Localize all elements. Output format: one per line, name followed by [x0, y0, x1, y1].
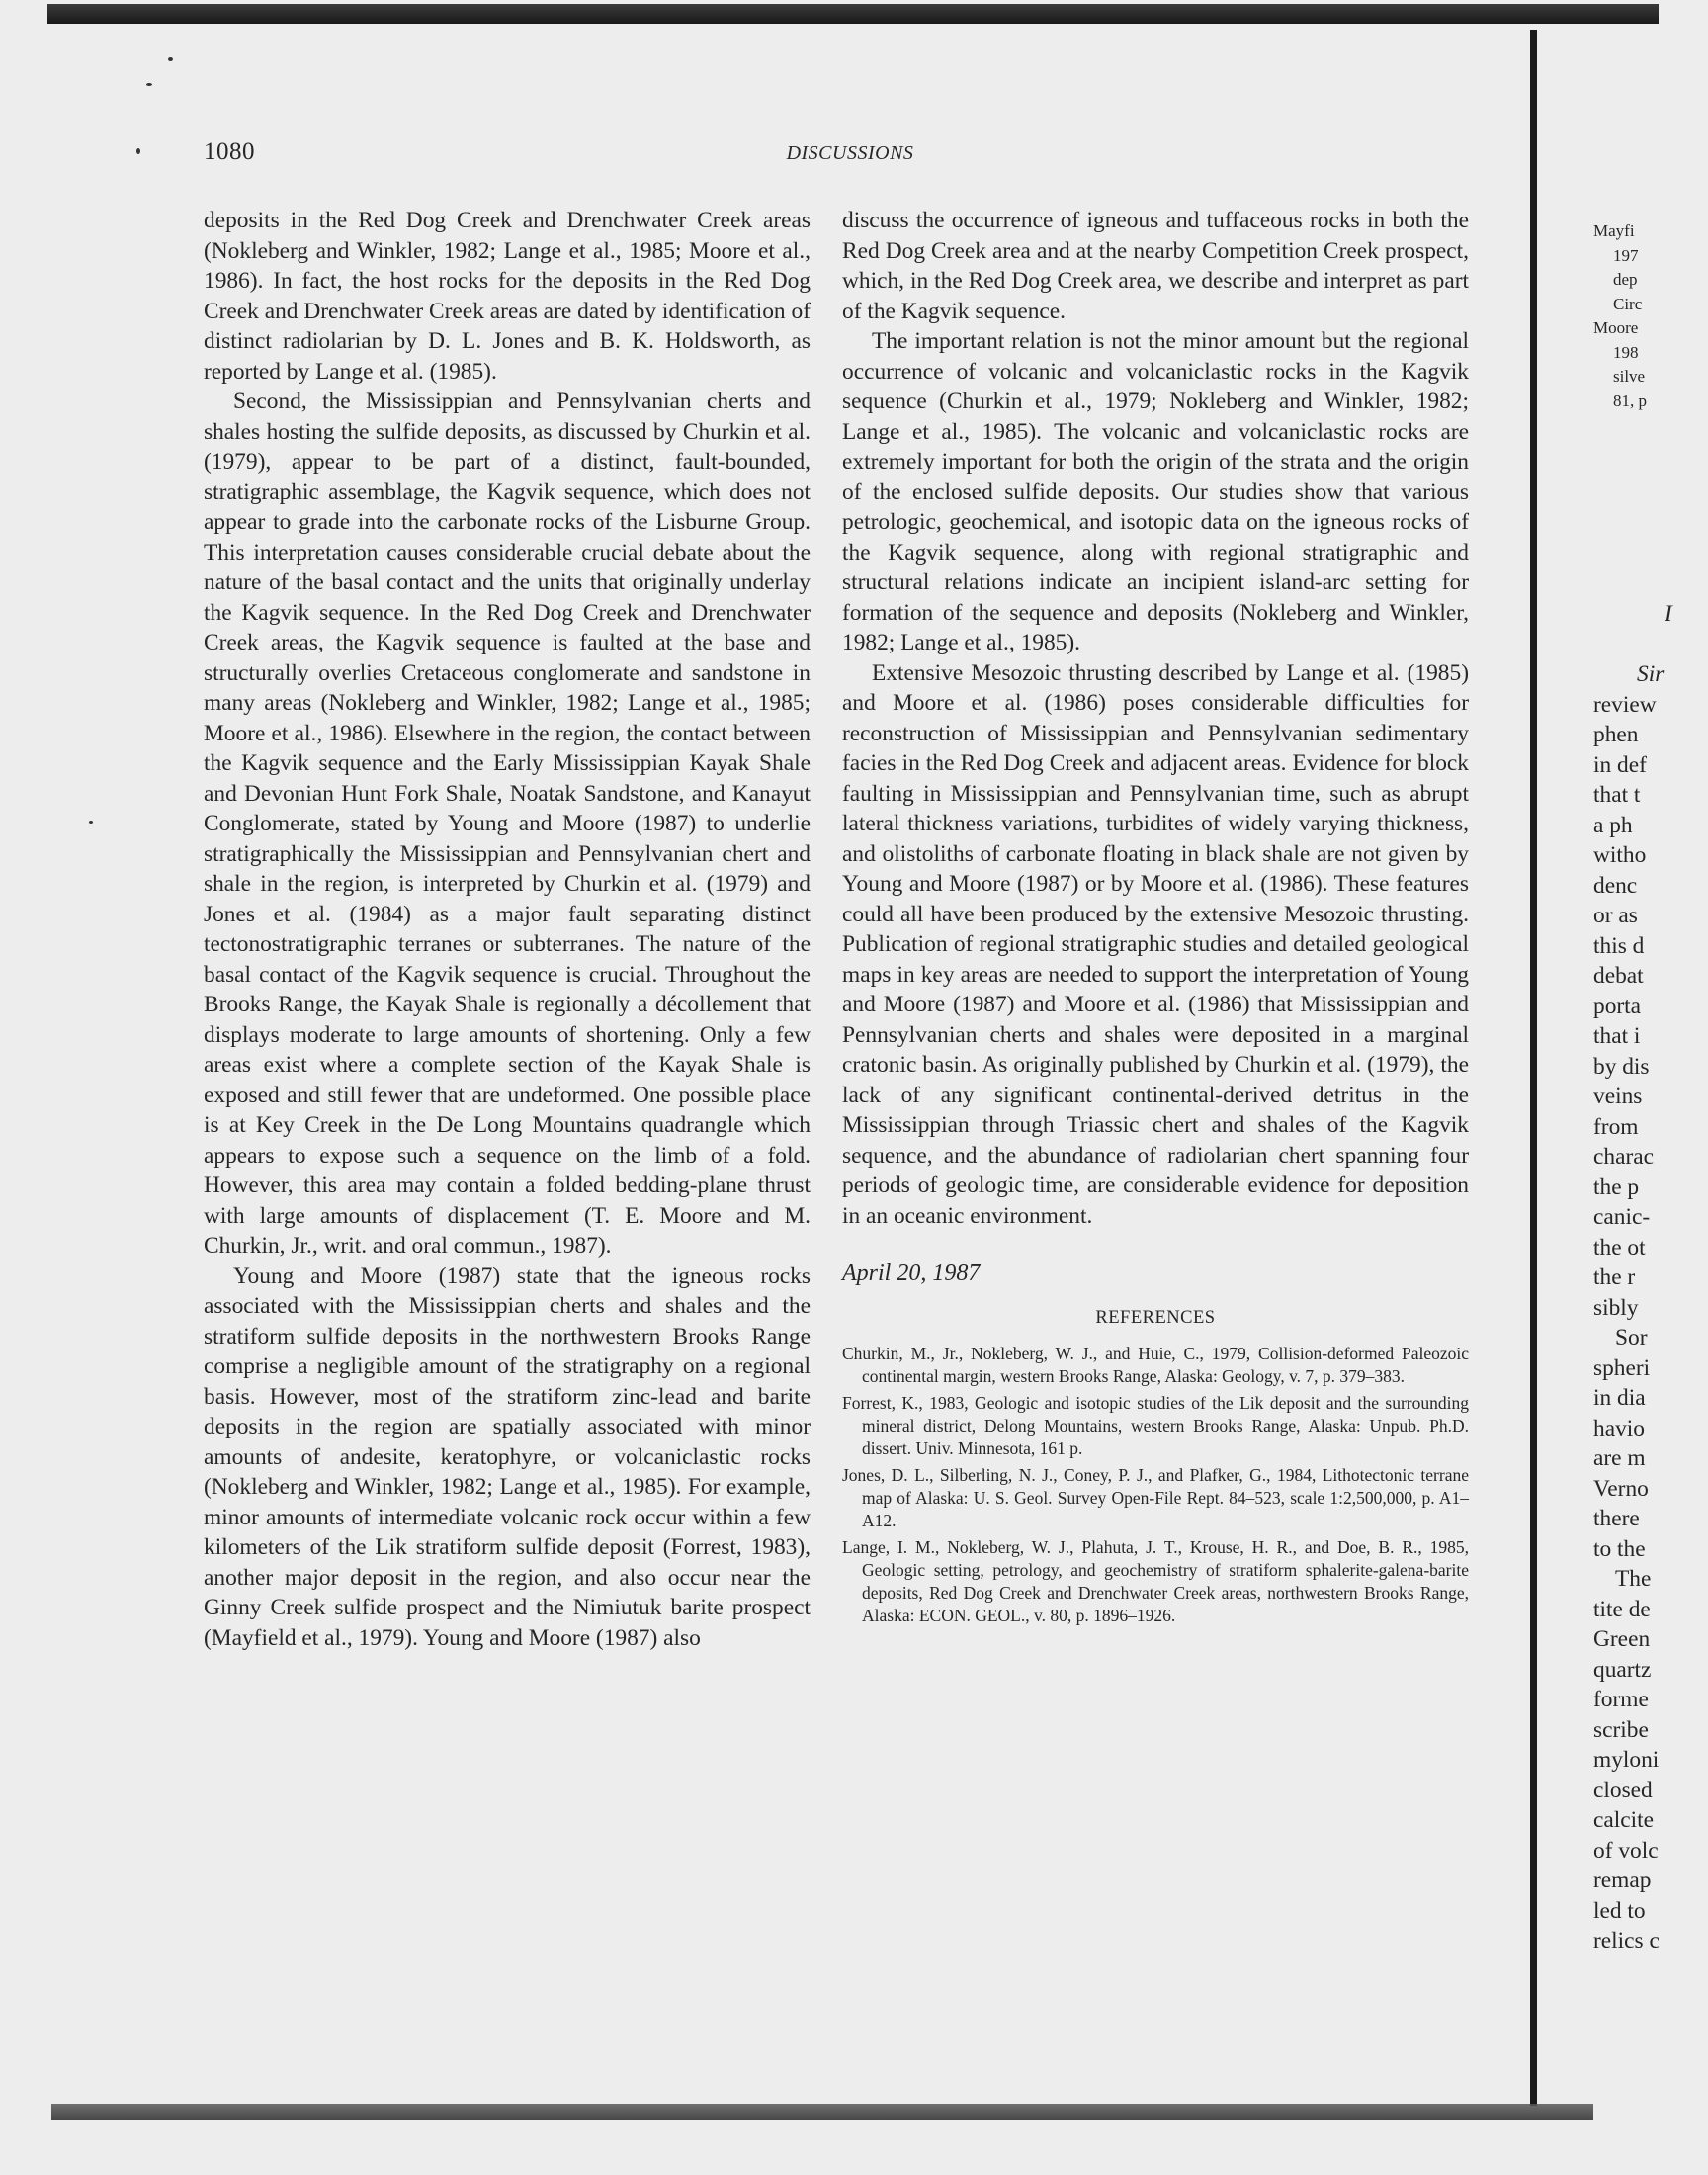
body-paragraph: discuss the occurrence of igneous and tuffaceous rocks in both the Red Dog Creek area and at the nearby Competition Creek prospect, which, in the Red Dog Creek area, we describe and interpret as part of the Kagvik sequence.: [842, 208, 1469, 324]
facing-page-fragment: sibly: [1593, 1294, 1639, 1321]
facing-page-fragment: or as: [1593, 903, 1638, 928]
facing-page-fragment: there: [1593, 1506, 1640, 1531]
body-paragraph: Second, the Mississippian and Pennsylvanian cherts and shales hosting the sulfide deposits, as discussed by Churkin et al. (1979), appear to be part of a distinct, fault-bounded, stratigraphic assemblage, the Kagvik sequence, which does not appear to grade into the carbonate rocks of the Lisburne Group. This interpretation causes considerable crucial debate about the nature of the basal contact and the units that originally underlay the Kagvik sequence. In the Red Dog Creek and Drenchwater Creek areas, the Kagvik sequence is faulted at the base and structurally overlies Cretaceous conglomerate and sandstone in many areas (Nokleberg and Winkler, 1982; Lange et al., 1985; Moore et al., 1986). Elsewhere in the region, the contact between the Kagvik sequence and the Early Mississippian Kayak Shale and Devonian Hunt Fork Shale, Noatak Sandstone, and Kanayut Conglomerate, stated by Young and Moore (1987) to underlie stratigraphically the Mississippian and Pennsylvanian chert and shale in the region, is interpreted by Churkin et al. (1979) and Jones et al. (1984) as a major fault separating distinct tectonostratigraphic terranes or subterranes. The nature of the basal contact of the Kagvik sequence is crucial. Throughout the Brooks Range, the Kayak Shale is regionally a décollement that displays moderate to large amounts of shortening. Only a few areas exist where a complete section of the Kayak Shale is exposed and still fewer that are undeformed. One possible place is at Key Creek in the De Long Mountains quadrangle which appears to expose such a sequence on the limb of a fold. However, this area may contain a folded bedding-plane thrust with large amounts of displacement (T. E. Moore and M. Churkin, Jr., writ. and oral commun., 1987).: [204, 389, 811, 1259]
submission-date: April 20, 1987: [842, 1261, 981, 1286]
facing-page-fragment: Green: [1593, 1626, 1651, 1652]
facing-page-fragment: phen: [1593, 722, 1639, 747]
facing-page-fragment: Sir: [1637, 661, 1665, 687]
facing-page-fragment: havio: [1593, 1415, 1645, 1441]
facing-page-fragment: that t: [1593, 782, 1641, 808]
facing-page-fragment: 81, p: [1613, 391, 1647, 410]
scan-speck: [146, 83, 152, 86]
right-column: [842, 206, 1469, 1631]
reference-entry: Churkin, M., Jr., Nokleberg, W. J., and Huie, C., 1979, Collision-deformed Paleozoic continental margin, western Brooks Range, Alaska: Geology, v. 7, p. 379–383.: [842, 1344, 1469, 1386]
facing-page-fragment: relics c: [1593, 1928, 1660, 1954]
facing-page-fragment: forme: [1593, 1687, 1649, 1712]
facing-page-fragment: porta: [1593, 993, 1642, 1019]
reference-entry: Forrest, K., 1983, Geologic and isotopic studies of the Lik deposit and the surrounding mineral district, Delong Mountains, western Brooks Range, Alaska: Unpub. Ph.D. dissert. Univ. Minnesota, 161 p.: [842, 1393, 1469, 1458]
facing-page-fragment: the r: [1593, 1264, 1636, 1290]
facing-page-fragment: led to: [1593, 1897, 1646, 1924]
facing-page-column: [1593, 599, 1708, 1957]
facing-page-fragment: debat: [1593, 963, 1644, 989]
facing-page-fragment: are m: [1593, 1445, 1646, 1471]
facing-page-fragment: witho: [1593, 842, 1647, 868]
facing-page-fragment: review: [1593, 691, 1657, 718]
facing-page-fragment: Verno: [1593, 1475, 1649, 1502]
facing-page-fragment: Moore: [1593, 318, 1639, 337]
facing-page-fragment: quartz: [1593, 1656, 1652, 1683]
facing-page-fragment: myloni: [1593, 1747, 1660, 1773]
left-column: [204, 206, 811, 1653]
facing-page-fragment: the p: [1593, 1174, 1640, 1200]
facing-page-fragment: that i: [1593, 1023, 1641, 1049]
binding-shadow: [1530, 30, 1537, 2106]
facing-page-fragment: I: [1665, 601, 1672, 627]
facing-page-fragment: 197: [1613, 245, 1639, 265]
facing-page-fragment: in dia: [1593, 1385, 1646, 1411]
reference-list: [842, 1343, 1469, 1627]
facing-page-fragment: spheri: [1593, 1354, 1651, 1381]
facing-page-fragment: veins: [1593, 1084, 1643, 1109]
facing-page-fragment: in def: [1593, 751, 1647, 778]
body-paragraph: deposits in the Red Dog Creek and Drenchwater Creek areas (Nokleberg and Winkler, 1982; Lange et al., 1985; Moore et al., 1986). In fact, the host rocks for the deposits in the Red Dog Creek and Drenchwater Creek areas are dated by identification of distinct radiolarian by D. L. Jones and B. K. Holdsworth, as reported by Lange et al. (1985).: [204, 208, 811, 385]
facing-page-fragment: silve: [1613, 367, 1646, 386]
body-paragraph: Extensive Mesozoic thrusting described by Lange et al. (1985) and Moore et al. (1986) poses considerable difficulties for reconstruction of Mississippian and Pennsylvanian sedimentary facies in the Red Dog Creek and adjacent areas. Evidence for block faulting in Mississippian and Pennsylvanian time, such as abrupt lateral thickness variations, turbidites of widely varying thickness, and olistoliths of carbonate floating in black shale are not given by Young and Moore (1987) or by Moore et al. (1986). These features could all have been produced by the extensive Mesozoic thrusting. Publication of regional stratigraphic studies and detailed geological maps in key areas are needed to support the interpretation of Young and Moore (1987) and Moore et al. (1986) that Mississippian and Pennsylvanian cherts and shales were deposited in a marginal cratonic basin. As originally published by Churkin et al. (1979), the lack of any significant continental-derived detritus in the Mississippian through Triassic chert and shales of the Kagvik sequence, and the abundance of radiolarian chert spanning four periods of geologic time, are considerable evidence for deposition in an oceanic environment.: [842, 659, 1469, 1229]
facing-page-fragment: scribe: [1593, 1716, 1649, 1743]
scan-speck: [89, 821, 93, 824]
facing-page-fragment: the ot: [1593, 1234, 1646, 1261]
scan-speck: [168, 57, 173, 61]
facing-page-fragment: a ph: [1593, 812, 1633, 838]
facing-page-fragment: Mayfi: [1593, 221, 1635, 240]
facing-page-fragment: closed: [1593, 1777, 1653, 1803]
reference-entry: Lange, I. M., Nokleberg, W. J., Plahuta, J. T., Krouse, H. R., and Doe, B. R., 1985, Geologic setting, petrology, and geochemistry of stratiform sphalerite-galena-barite deposits, Red Dog Creek and Drenchwater Creek areas, northwestern Brooks Range, Alaska: ECON. GEOL., v. 80, p. 1896–1926.: [842, 1537, 1469, 1625]
running-head: DISCUSSIONS: [786, 142, 914, 164]
scan-speck: [136, 148, 140, 154]
facing-page-fragment: dep: [1613, 270, 1638, 289]
facing-page-fragment: to the: [1593, 1535, 1646, 1562]
facing-page-fragment: of volc: [1593, 1837, 1659, 1864]
facing-page-references: [1593, 219, 1708, 413]
reference-entry: Jones, D. L., Silberling, N. J., Coney, P. J., and Plafker, G., 1984, Lithotectonic terrane map of Alaska: U. S. Geol. Survey Open-File Rept. 84–523, scale 1:2,500,000, p. A1–A12.: [842, 1465, 1469, 1530]
facing-page-fragment: by dis: [1593, 1053, 1650, 1080]
body-paragraph: Young and Moore (1987) state that the igneous rocks associated with the Mississippian cherts and shales and the stratiform sulfide deposits in the northwestern Brooks Range comprise a negligible amount of the stratigraphy on a regional basis. However, most of the stratiform zinc-lead and barite deposits in the region are spatially associated with minor amounts of andesite, keratophyre, or volcaniclastic rocks (Nokleberg and Winkler, 1982; Lange et al., 1985). For example, minor amounts of intermediate volcanic rock occur within a few kilometers of the Lik stratiform sulfide deposit (Forrest, 1983), another major deposit in the region, and also occur near the Ginny Creek sulfide prospect and the Nimiutuk barite prospect (Mayfield et al., 1979). Young and Moore (1987) also: [204, 1262, 811, 1651]
page-number: 1080: [204, 138, 255, 165]
facing-page-fragment: this d: [1593, 932, 1645, 959]
facing-page-fragment: Sor: [1615, 1325, 1648, 1350]
facing-page-fragment: denc: [1593, 872, 1638, 899]
references-heading: REFERENCES: [1095, 1307, 1216, 1328]
scan-bottom-border: [51, 2104, 1593, 2120]
facing-page-fragment: Circ: [1613, 294, 1643, 313]
facing-page-fragment: The: [1615, 1566, 1652, 1592]
facing-page-fragment: charac: [1593, 1144, 1655, 1170]
facing-page-fragment: canic-: [1593, 1204, 1651, 1230]
body-paragraph: The important relation is not the minor amount but the regional occurrence of volcanic and volcaniclastic rocks in the Kagvik sequence (Churkin et al., 1979; Nokleberg and Winkler, 1982; Lange et al., 1985). The volcanic and volcaniclastic rocks are extremely important for both the origin of the strata and the origin of the enclosed sulfide deposits. Our studies show that various petrologic, geochemical, and isotopic data on the igneous rocks of the Kagvik sequence, along with regional stratigraphic and structural relations indicate an incipient island-arc setting for formation of the sequence and deposits (Nokleberg and Winkler, 1982; Lange et al., 1985).: [842, 328, 1469, 655]
scan-top-border: [47, 4, 1659, 24]
facing-page-fragment: calcite: [1593, 1807, 1655, 1833]
facing-page-fragment: 198: [1613, 342, 1639, 362]
facing-page-fragment: tite de: [1593, 1596, 1651, 1622]
facing-page-fragment: remap: [1593, 1868, 1652, 1893]
facing-page-fragment: from: [1593, 1113, 1639, 1140]
